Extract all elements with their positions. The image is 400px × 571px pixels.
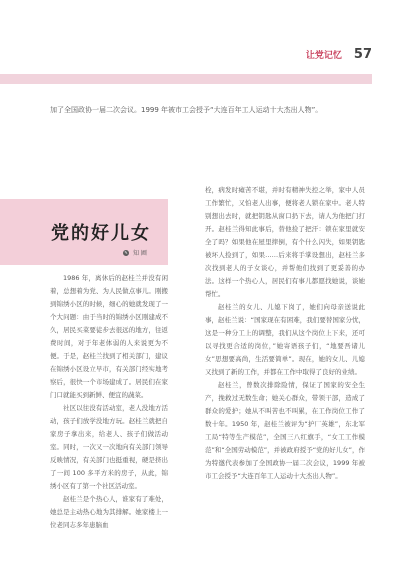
paragraph: 赵桂兰的女儿、儿媳下岗了，她们向母亲送说此事，赵桂兰说：“国家现在有困难，我们要替国家分忧，这是一种分工上的调整，我们从这个岗位上下来，还可以寻找更合适的岗位，”她寄语孩子们，“地要吾诸儿女”思想要高尚，生活要简单”。现在，她的女儿、儿媳又找到了新的工作，并都在工作中取得了良好的业绩。 [205,303,365,376]
pen-icon: ✎ [124,249,128,255]
paragraph: 赵桂兰是个热心人，谁家有了难处，她总是主动热心地为其排解。她家楼上一位老同志多年患脑血 [50,495,168,529]
left-column [50,272,168,532]
decorative-band [0,74,372,84]
author-name: 知 圃 [133,250,147,257]
paragraph: 赵桂兰，曾数次排除险情，保证了国家的安全生产，挽救过无数生命；她关心群众，带领干部，造成了群众的爱护；她从不叫苦也不叫累，在工作岗位工作了数十年。1950 年，赵桂兰被评为“护厂英雄”，东北军工局“特等生产模范”，全国三八红旗手，“女工工作模范”和“全国劳动模范”，并被政府授予“党的好儿女”，作为特邀代表参加了全国政协一届二次会议，1999 年被市工会授予“大连百年工人运动十大杰出人物”。 [205,381,365,480]
page-header [306,44,372,64]
paragraph: 栓，病发时瘫苦不堪，并时有精神失控之举，家中人员工作繁忙，又怕老人出事，便将老人锁在家中。老人特别想出去时，就把钥匙从窗口扔下去，请人为他把门打开。赵桂兰得知此事后，替他捡了把汗：锁在家里就安全了吗？如果他在屋里摔倒，有个什么闪失，如果钥匙被坏人捡到了，如果……后来将手掌设想出，赵桂兰多次找到老人的子女谈心，并帮他们找到了更妥善的办法。这样一个热心人，居民们有事儿都愿找她说，谈她帮忙。 [205,186,365,298]
paragraph: 社区以往没有活动室，老人没地方活动，孩子们放学没地方玩。赵桂兰就把自家房子拿出来，给老人、孩子们做活动室。同时，一次又一次地向有关部门领导反映情况，有关部门也挺重视，硬是挤出了一间 100 多平方米的房子，从此，锦绣小区有了第一个社区活动室。 [50,404,168,490]
page-number: 57 [353,46,372,62]
paragraph: 1986 年，离休后的赵桂兰并没有闲着，总想着为党、为人民做点事儿。刚搬到锦绣小区的时候，细心的她就发现了一个大问题：由于当时的锦绣小区刚建成不久，居民买菜要徒步去很远的地方，往返费时间，对于年老体弱的人来说更为不便。于是，赵桂兰找到了相关部门，建议在锦绣小区设立早市，有关部门经实地考察后，很快一个市场建成了。居民们在家门口就能买到新鲜、便宜的蔬菜。 [50,274,168,399]
right-column [205,184,365,483]
article-title: 党的好儿女 [51,223,151,244]
intro-paragraph: 加了全国政协一届二次会议。1999 年被市工会授予“大连百年工人运动十大杰出人物”。 [50,106,323,114]
section-tag: 让党记忆 [305,50,342,61]
byline [123,248,147,257]
